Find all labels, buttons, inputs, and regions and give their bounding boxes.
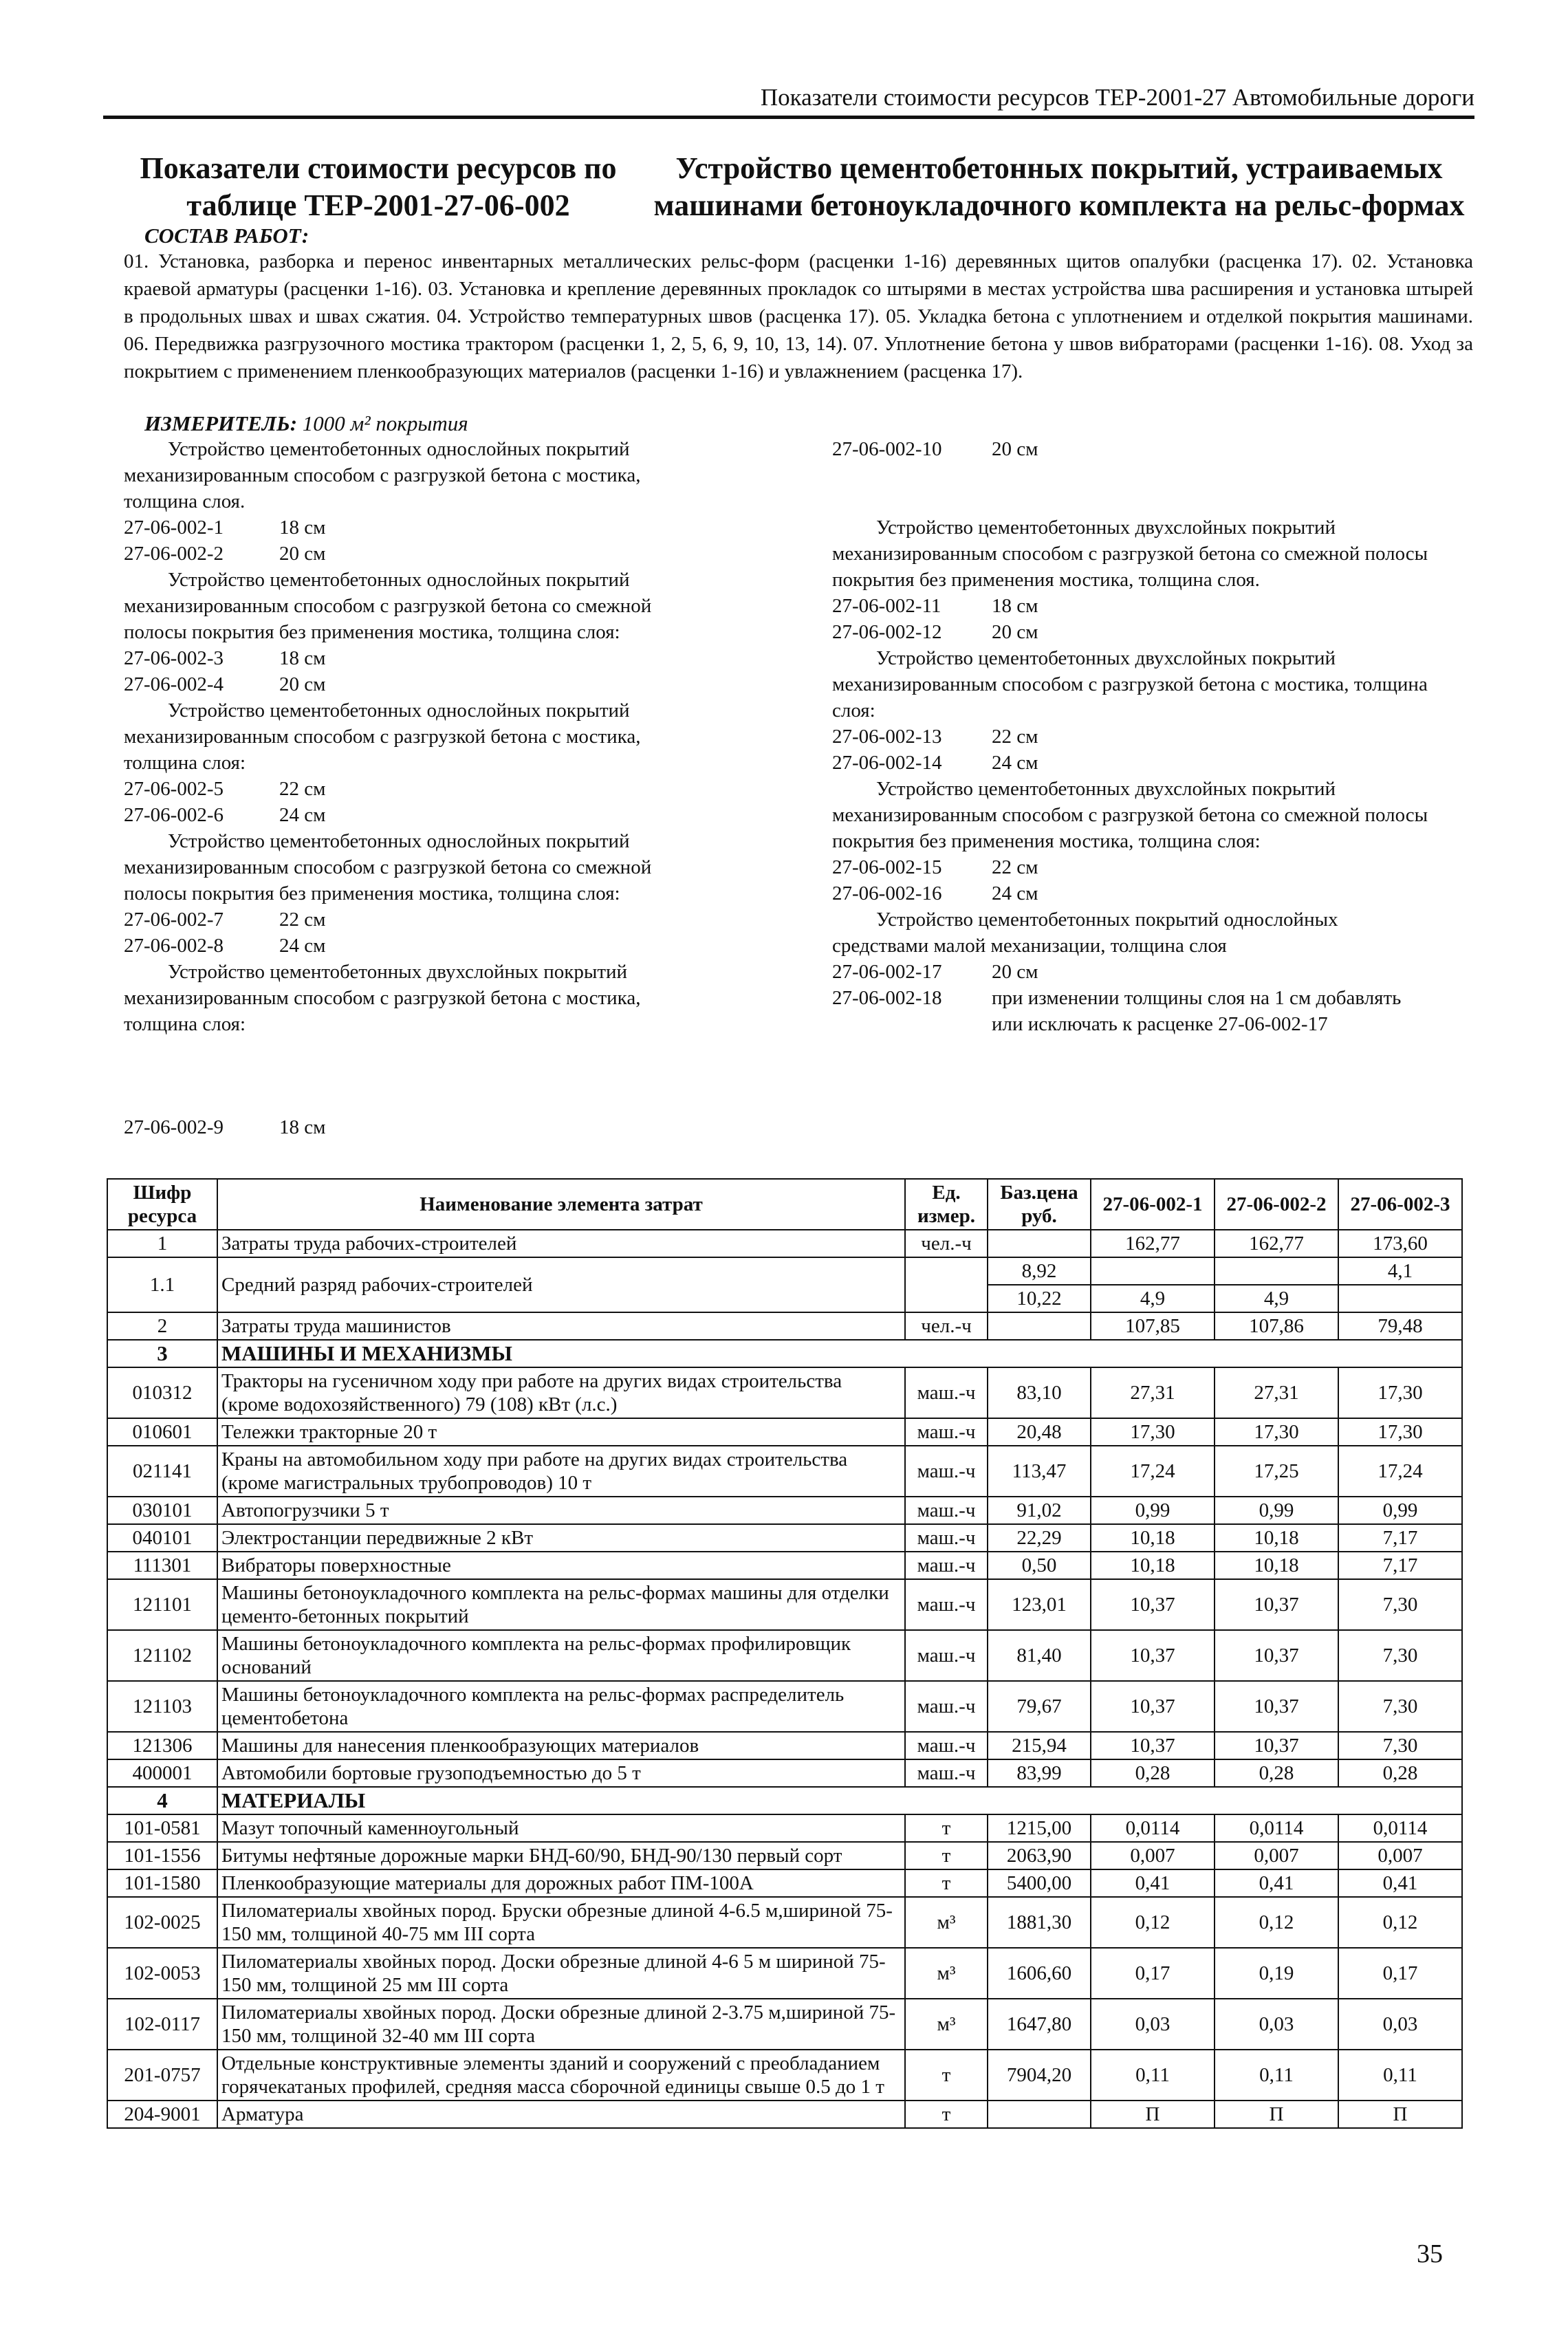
table-row [107, 1552, 1462, 1579]
table-row [107, 1681, 1462, 1732]
value-rate-1: 17,30 [1091, 1418, 1215, 1446]
base-price: 10,22 [988, 1285, 1091, 1312]
base-price: 20,48 [988, 1418, 1091, 1446]
base-price: 79,67 [988, 1681, 1091, 1732]
unit: маш.-ч [905, 1759, 988, 1787]
unit: м³ [905, 1948, 988, 1999]
table-row [107, 1948, 1462, 1999]
unit [905, 1257, 988, 1312]
base-price [988, 1230, 1091, 1257]
value-rate-3: 17,30 [1338, 1418, 1462, 1446]
value-rate-2: 10,37 [1215, 1579, 1338, 1630]
resource-name: Вибраторы поверхностные [217, 1552, 905, 1579]
table-header-row [107, 1179, 1462, 1230]
value-rate-2: П [1215, 2101, 1338, 2128]
value-rate-1: 107,85 [1091, 1312, 1215, 1340]
rate-value: 18 см [992, 595, 1038, 617]
table-row [107, 2101, 1462, 2128]
unit: т [905, 2050, 988, 2101]
rate-row [832, 959, 1437, 985]
rate-value: 20 см [992, 961, 1038, 983]
resource-code: 121306 [107, 1732, 217, 1759]
table-row [107, 1312, 1462, 1340]
unit: маш.-ч [905, 1681, 988, 1732]
value-rate-1: 0,28 [1091, 1759, 1215, 1787]
table-row [107, 1630, 1462, 1681]
base-price: 7904,20 [988, 2050, 1091, 2101]
header-unit: Ед. измер. [905, 1179, 988, 1230]
value-rate-1: 0,11 [1091, 2050, 1215, 2101]
resource-name: Пиломатериалы хвойных пород. Доски обрезные длиной 4-6 5 м шириной 75-150 мм, толщиной 25 мм III сорта [217, 1948, 905, 1999]
resource-name: Средний разряд рабочих-строителей [217, 1257, 905, 1312]
resource-name: Машины бетоноукладочного комплекта на рельс-формах машины для отделки цементо-бетонных покрытий [217, 1579, 905, 1630]
value-rate-1 [1091, 1257, 1215, 1285]
rate-code: 27-06-002-5 [124, 778, 224, 800]
rate-code: 27-06-002-2 [124, 543, 224, 565]
resource-code: 1.1 [107, 1257, 217, 1312]
rate-value: 22 см [279, 909, 326, 931]
value-rate-2: 0,007 [1215, 1842, 1338, 1869]
resource-name: Краны на автомобильном ходу при работе на других видах строительства (кроме магистральных трубопроводов) 10 т [217, 1446, 905, 1497]
composition-label: СОСТАВ РАБОТ: [144, 224, 309, 248]
resource-name: Арматура [217, 2101, 905, 2128]
base-price: 1606,60 [988, 1948, 1091, 1999]
value-rate-2: 27,31 [1215, 1367, 1338, 1418]
value-rate-3: П [1338, 2101, 1462, 2128]
resource-name: Пленкообразующие материалы для дорожных работ ПМ-100А [217, 1869, 905, 1897]
value-rate-3: 0,12 [1338, 1897, 1462, 1948]
meter-line [144, 411, 468, 436]
table-row [107, 1842, 1462, 1869]
value-rate-2: 0,28 [1215, 1759, 1338, 1787]
table-row [107, 1524, 1462, 1552]
rate-row [832, 750, 1437, 776]
resource-code: 201-0757 [107, 2050, 217, 2101]
rate-row [832, 724, 1437, 750]
rate-value: 24 см [992, 752, 1038, 774]
value-rate-1: 0,0114 [1091, 1814, 1215, 1842]
value-rate-3: 7,17 [1338, 1552, 1462, 1579]
section-title: МАШИНЫ И МЕХАНИЗМЫ [217, 1340, 1462, 1367]
resource-name: Битумы нефтяные дорожные марки БНД-60/90, БНД-90/130 первый сорт [217, 1842, 905, 1869]
value-rate-3: 0,99 [1338, 1497, 1462, 1524]
rate-row [832, 880, 1437, 907]
value-rate-1: 0,99 [1091, 1497, 1215, 1524]
rate-value: 24 см [279, 804, 326, 826]
unit: маш.-ч [905, 1418, 988, 1446]
resource-code: 021141 [107, 1446, 217, 1497]
base-price: 5400,00 [988, 1869, 1091, 1897]
resource-name: Отдельные конструктивные элементы зданий и сооружений с преобладанием горячекатаных профилей, средняя масса сборочной единицы свыше 0.5 до 1 т [217, 2050, 905, 2101]
header-code: Шифр ресурса [107, 1179, 217, 1230]
unit: маш.-ч [905, 1579, 988, 1630]
rate-row [124, 933, 715, 959]
rate-row [124, 776, 715, 802]
rate-group-description: Устройство цементобетонных двухслойных покрытий механизированным способом с разгрузкой бетона с мостика, толщина слоя: [124, 961, 641, 1035]
unit: м³ [905, 1999, 988, 2050]
rate-code: 27-06-002-16 [832, 882, 942, 904]
value-rate-1: П [1091, 2101, 1215, 2128]
value-rate-2: 0,03 [1215, 1999, 1338, 2050]
value-rate-3 [1338, 1285, 1462, 1312]
meter-value: 1000 м² покрытия [302, 411, 468, 435]
value-rate-2: 17,25 [1215, 1446, 1338, 1497]
resource-code: 121103 [107, 1681, 217, 1732]
resource-table-wrap [107, 1178, 1463, 2129]
right-top-row [832, 436, 1451, 462]
unit: маш.-ч [905, 1497, 988, 1524]
value-rate-1: 4,9 [1091, 1285, 1215, 1312]
value-rate-2: 10,37 [1215, 1681, 1338, 1732]
rate-value: 18 см [279, 1116, 326, 1138]
value-rate-2: 10,18 [1215, 1524, 1338, 1552]
rate-code: 27-06-002-7 [124, 909, 224, 931]
value-rate-3: 0,41 [1338, 1869, 1462, 1897]
rate-code: 27-06-002-12 [832, 621, 942, 643]
table-row [107, 1257, 1462, 1285]
value-rate-2: 0,0114 [1215, 1814, 1338, 1842]
unit: маш.-ч [905, 1524, 988, 1552]
value-rate-1: 0,03 [1091, 1999, 1215, 2050]
running-header: Показатели стоимости ресурсов ТЕР-2001-27 Автомобильные дороги [103, 84, 1474, 119]
value-rate-2: 17,30 [1215, 1418, 1338, 1446]
resource-code: 102-0053 [107, 1948, 217, 1999]
base-price: 91,02 [988, 1497, 1091, 1524]
resource-code: 010312 [107, 1367, 217, 1418]
value-rate-3: 7,30 [1338, 1732, 1462, 1759]
base-price: 1215,00 [988, 1814, 1091, 1842]
unit: маш.-ч [905, 1552, 988, 1579]
value-rate-1: 17,24 [1091, 1446, 1215, 1497]
table-row [107, 1579, 1462, 1630]
rate-group-description: Устройство цементобетонных однослойных покрытий механизированным способом с разгрузкой бетона с мостика, толщина слоя: [124, 699, 641, 774]
value-rate-1: 10,18 [1091, 1524, 1215, 1552]
rate-value: 22 см [992, 856, 1038, 878]
value-rate-1: 0,007 [1091, 1842, 1215, 1869]
base-price [988, 2101, 1091, 2128]
rate-code: 27-06-002-14 [832, 752, 942, 774]
resource-code: 121102 [107, 1630, 217, 1681]
header-rate-3: 27-06-002-3 [1338, 1179, 1462, 1230]
value-rate-2: 0,11 [1215, 2050, 1338, 2101]
rate-group-description: Устройство цементобетонных двухслойных покрытий механизированным способом с разгрузкой бетона со смежной полосы покрытия без применения мостика, толщина слоя. [832, 517, 1428, 591]
resource-code: 4 [107, 1787, 217, 1814]
rate-code: 27-06-002-11 [832, 595, 941, 617]
rate-code: 27-06-002-18 [832, 987, 942, 1009]
base-price [988, 1312, 1091, 1340]
resource-name: Тракторы на гусеничном ходу при работе на других видах строительства (кроме водохозяйственного) 79 (108) кВт (л.с.) [217, 1367, 905, 1418]
resource-code: 400001 [107, 1759, 217, 1787]
value-rate-1: 162,77 [1091, 1230, 1215, 1257]
value-rate-3: 0,28 [1338, 1759, 1462, 1787]
value-rate-3: 0,03 [1338, 1999, 1462, 2050]
left-column [124, 436, 715, 1037]
rate-row [124, 645, 715, 671]
section-row [107, 1340, 1462, 1367]
unit: маш.-ч [905, 1630, 988, 1681]
unit: т [905, 1869, 988, 1897]
rate-group-description: Устройство цементобетонных двухслойных покрытий механизированным способом с разгрузкой бетона со смежной полосы покрытия без применения мостика, толщина слоя: [832, 778, 1428, 852]
value-rate-2: 0,41 [1215, 1869, 1338, 1897]
rate-group-description: Устройство цементобетонных однослойных покрытий механизированным способом с разгрузкой бетона с мостика, толщина слоя. [124, 438, 641, 512]
unit: чел.-ч [905, 1312, 988, 1340]
resource-name: Автомобили бортовые грузоподъемностью до 5 т [217, 1759, 905, 1787]
resource-name: Мазут топочный каменноугольный [217, 1814, 905, 1842]
header-base-price: Баз.цена руб. [988, 1179, 1091, 1230]
resource-code: 102-0117 [107, 1999, 217, 2050]
value-rate-2: 107,86 [1215, 1312, 1338, 1340]
value-rate-3: 0,11 [1338, 2050, 1462, 2101]
value-rate-1: 10,18 [1091, 1552, 1215, 1579]
value-rate-3: 7,17 [1338, 1524, 1462, 1552]
resource-name: Электростанции передвижные 2 кВт [217, 1524, 905, 1552]
rate-value: 20 см [992, 621, 1038, 643]
table-row [107, 1759, 1462, 1787]
table-row [107, 1999, 1462, 2050]
resource-code: 2 [107, 1312, 217, 1340]
rate-value: 20 см [279, 543, 326, 565]
table-row [107, 1418, 1462, 1446]
rate-code: 27-06-002-9 [124, 1116, 224, 1138]
meter-label: ИЗМЕРИТЕЛЬ: [144, 411, 298, 435]
value-rate-3: 173,60 [1338, 1230, 1462, 1257]
value-rate-2: 10,37 [1215, 1732, 1338, 1759]
value-rate-2 [1215, 1257, 1338, 1285]
table-row [107, 1869, 1462, 1897]
page-number: 35 [1417, 2239, 1443, 2268]
base-price: 83,99 [988, 1759, 1091, 1787]
value-rate-1: 0,17 [1091, 1948, 1215, 1999]
value-rate-2: 162,77 [1215, 1230, 1338, 1257]
rate-code: 27-06-002-15 [832, 856, 942, 878]
rate-code: 27-06-002-6 [124, 804, 224, 826]
resource-code: 111301 [107, 1552, 217, 1579]
section-row [107, 1787, 1462, 1814]
value-rate-2: 4,9 [1215, 1285, 1338, 1312]
unit: маш.-ч [905, 1732, 988, 1759]
resource-code: 030101 [107, 1497, 217, 1524]
rate-value: 20 см [279, 673, 326, 695]
value-rate-3: 79,48 [1338, 1312, 1462, 1340]
unit: маш.-ч [905, 1446, 988, 1497]
resource-code: 121101 [107, 1579, 217, 1630]
rate-value: при изменении толщины слоя на 1 см добавлять или исключать к расценке 27-06-002-17 [992, 987, 1402, 1035]
value-rate-3: 4,1 [1338, 1257, 1462, 1285]
unit: чел.-ч [905, 1230, 988, 1257]
rate-group-description: Устройство цементобетонных покрытий однослойных средствами малой механизации, толщина слоя [832, 909, 1338, 957]
rate-code: 27-06-002-4 [124, 673, 224, 695]
unit: м³ [905, 1897, 988, 1948]
table-body [107, 1230, 1462, 2128]
value-rate-2: 10,37 [1215, 1630, 1338, 1681]
base-price: 113,47 [988, 1446, 1091, 1497]
value-rate-2: 10,18 [1215, 1552, 1338, 1579]
rate-row [832, 854, 1437, 880]
rate-value: 22 см [992, 726, 1038, 748]
rate-code: 27-06-002-3 [124, 647, 224, 669]
table-row [107, 2050, 1462, 2101]
table-row [107, 1367, 1462, 1418]
rate-row [124, 802, 715, 828]
rate-value: 20 см [992, 438, 1038, 460]
value-rate-3: 0,0114 [1338, 1814, 1462, 1842]
resource-code: 101-1556 [107, 1842, 217, 1869]
value-rate-2: 0,12 [1215, 1897, 1338, 1948]
base-price: 123,01 [988, 1579, 1091, 1630]
rate-code: 27-06-002-8 [124, 935, 224, 957]
rate-row [124, 514, 715, 541]
base-price: 8,92 [988, 1257, 1091, 1285]
rate-row [832, 985, 1437, 1037]
rate-row [832, 593, 1437, 619]
header-rate-1: 27-06-002-1 [1091, 1179, 1215, 1230]
resource-name: Автопогрузчики 5 т [217, 1497, 905, 1524]
unit: т [905, 1814, 988, 1842]
resource-code: 040101 [107, 1524, 217, 1552]
rate-value: 24 см [992, 882, 1038, 904]
base-price: 1881,30 [988, 1897, 1091, 1948]
rate-row [832, 619, 1437, 645]
resource-code: 102-0025 [107, 1897, 217, 1948]
resource-table [107, 1178, 1463, 2129]
resource-code: 3 [107, 1340, 217, 1367]
table-row [107, 1814, 1462, 1842]
base-price: 83,10 [988, 1367, 1091, 1418]
value-rate-2: 0,99 [1215, 1497, 1338, 1524]
resource-code: 010601 [107, 1418, 217, 1446]
value-rate-1: 10,37 [1091, 1579, 1215, 1630]
rate-code: 27-06-002-1 [124, 517, 224, 539]
base-price: 0,50 [988, 1552, 1091, 1579]
rate-code: 27-06-002-10 [832, 438, 942, 460]
value-rate-1: 0,41 [1091, 1869, 1215, 1897]
resource-code: 204-9001 [107, 2101, 217, 2128]
value-rate-3: 0,17 [1338, 1948, 1462, 1999]
table-row [107, 1497, 1462, 1524]
resource-name: Машины для нанесения пленкообразующих материалов [217, 1732, 905, 1759]
rate-code: 27-06-002-13 [832, 726, 942, 748]
composition-text: 01. Установка, разборка и перенос инвентарных металлических рельс-форм (расценки 1-16) деревянных щитов опалубки (расценка 17). 02. Установка краевой арматуры (расценки 1-16). 03. Установка и крепление деревянных прокладок со штырями в местах устройства шва расширения и установка штырей в продольных швах и швах сжатия. 04. Устройство температурных швов (расценка 17). 05. Укладка бетона с уплотнением и отделкой покрытия машинами. 06. Передвижка разгрузочного мостика трактором (расценки 1, 2, 5, 6, 9, 10, 13, 14). 07. Уплотнение бетона у швов вибраторами (расценки 1-16). 08. Уход за покрытием с применением пленкообразующих материалов (расценки 1-16) и увлажнением (расценка 17). [124, 250, 1473, 382]
value-rate-3: 17,24 [1338, 1446, 1462, 1497]
header-rate-2: 27-06-002-2 [1215, 1179, 1338, 1230]
rate-group-description: Устройство цементобетонных двухслойных покрытий механизированным способом с разгрузкой бетона с мостика, толщина слоя: [832, 647, 1428, 721]
base-price: 22,29 [988, 1524, 1091, 1552]
value-rate-1: 10,37 [1091, 1630, 1215, 1681]
value-rate-1: 27,31 [1091, 1367, 1215, 1418]
rate-group-description: Устройство цементобетонных однослойных покрытий механизированным способом с разгрузкой бетона со смежной полосы покрытия без применения мостика, толщина слоя: [124, 830, 652, 904]
base-price: 1647,80 [988, 1999, 1091, 2050]
rate-value: 18 см [279, 517, 326, 539]
unit: т [905, 1842, 988, 1869]
rate-row [124, 541, 715, 567]
resource-name: Тележки тракторные 20 т [217, 1418, 905, 1446]
resource-name: Пиломатериалы хвойных пород. Доски обрезные длиной 2-3.75 м,шириной 75-150 мм, толщиной 32-40 мм III сорта [217, 1999, 905, 2050]
table-row [107, 1230, 1462, 1257]
rate-code: 27-06-002-17 [832, 961, 942, 983]
rate-row [124, 671, 715, 697]
resource-name: Затраты труда рабочих-строителей [217, 1230, 905, 1257]
rate-group-description: Устройство цементобетонных однослойных покрытий механизированным способом с разгрузкой бетона со смежной полосы покрытия без применения мостика, толщина слоя: [124, 569, 652, 643]
rate-value: 22 см [279, 778, 326, 800]
left-tail-row [124, 1114, 715, 1140]
resource-code: 1 [107, 1230, 217, 1257]
table-row [107, 1732, 1462, 1759]
table-row [107, 1897, 1462, 1948]
value-rate-3: 7,30 [1338, 1681, 1462, 1732]
resource-name: Пиломатериалы хвойных пород. Бруски обрезные длиной 4-6.5 м,шириной 75-150 мм, толщиной 40-75 мм III сорта [217, 1897, 905, 1948]
table-row [107, 1446, 1462, 1497]
value-rate-2: 0,19 [1215, 1948, 1338, 1999]
section-title: МАТЕРИАЛЫ [217, 1787, 1462, 1814]
page-title-right: Устройство цементобетонных покрытий, устраиваемых машинами бетоноукладочного комплекта на рельс-формах [653, 151, 1465, 222]
unit: т [905, 2101, 988, 2128]
unit: маш.-ч [905, 1367, 988, 1418]
base-price: 2063,90 [988, 1842, 1091, 1869]
base-price: 81,40 [988, 1630, 1091, 1681]
value-rate-1: 10,37 [1091, 1732, 1215, 1759]
resource-name: Затраты труда машинистов [217, 1312, 905, 1340]
value-rate-3: 7,30 [1338, 1579, 1462, 1630]
value-rate-1: 0,12 [1091, 1897, 1215, 1948]
value-rate-1: 10,37 [1091, 1681, 1215, 1732]
resource-name: Машины бетоноукладочного комплекта на рельс-формах профилировщик оснований [217, 1630, 905, 1681]
rate-value: 18 см [279, 647, 326, 669]
value-rate-3: 17,30 [1338, 1367, 1462, 1418]
header-name: Наименование элемента затрат [217, 1179, 905, 1230]
resource-name: Машины бетоноукладочного комплекта на рельс-формах распределитель цементобетона [217, 1681, 905, 1732]
value-rate-3: 0,007 [1338, 1842, 1462, 1869]
page-title-left: Показатели стоимости ресурсов по таблице ТЕР-2001-27-06-002 [140, 151, 617, 222]
right-column [832, 514, 1437, 1037]
value-rate-3: 7,30 [1338, 1630, 1462, 1681]
base-price: 215,94 [988, 1732, 1091, 1759]
rate-value: 24 см [279, 935, 326, 957]
resource-code: 101-1580 [107, 1869, 217, 1897]
resource-code: 101-0581 [107, 1814, 217, 1842]
rate-row [124, 907, 715, 933]
